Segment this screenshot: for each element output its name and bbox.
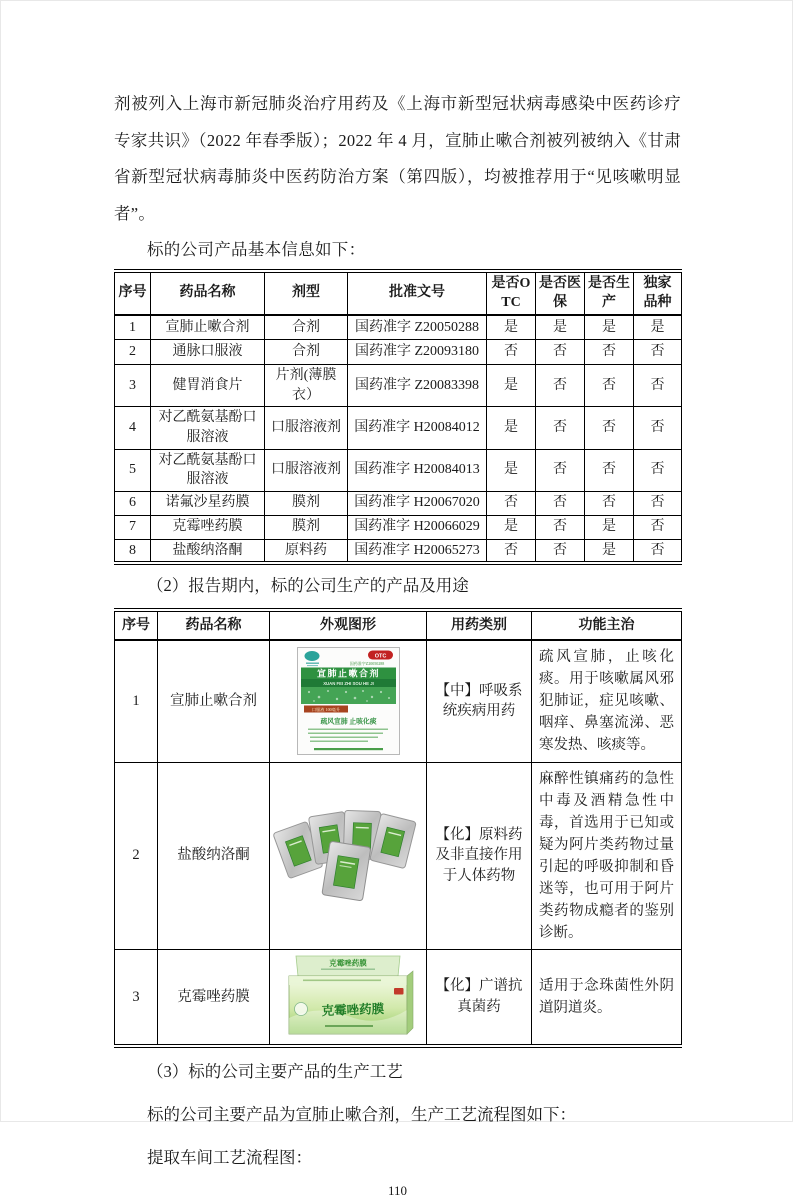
cell-approval-no: 国药准字 H20067020 <box>348 491 487 515</box>
table-row <box>115 365 682 407</box>
cell-no: 3 <box>115 949 158 1046</box>
cell-exclusive: 是 <box>634 315 682 340</box>
col-header-drug-name: 药品名称 <box>158 610 270 640</box>
cell-dosage-form: 合剂 <box>265 315 348 340</box>
cell-drug-category: 【化】原料药及非直接作用于人体药物 <box>427 762 532 949</box>
table-row <box>115 640 682 762</box>
cell-in-production: 否 <box>585 449 634 491</box>
col-header-drug-category: 用药类别 <box>427 610 532 640</box>
col-header-approval-no: 批准文号 <box>348 271 487 315</box>
cell-dosage-form: 膜剂 <box>265 491 348 515</box>
cell-medicare: 否 <box>536 407 585 449</box>
cell-otc: 是 <box>487 515 536 539</box>
paragraph-covid-listing: 剂被列入上海市新冠肺炎治疗用药及《上海市新型冠状病毒感染中医药诊疗专家共识》（2022 年春季版）；2022 年 4 月，宣肺止嗽合剂被列被纳入《甘肃省新型冠状病毒肺炎中医药防治方案（第四版），均被推荐用于“见咳嗽明显者”。 <box>114 94 681 223</box>
cell-approval-no: 国药准字 H20084012 <box>348 407 487 449</box>
col-header-otc: 是否OTC <box>487 271 536 315</box>
otc-badge-text: OTC <box>374 653 386 660</box>
product-basic-info-table <box>114 269 682 566</box>
cell-approval-no: 国药准字 H20066029 <box>348 515 487 539</box>
cell-drug-name: 宣肺止嗽合剂 <box>151 315 265 340</box>
table-row <box>115 407 682 449</box>
cell-dosage-form: 膜剂 <box>265 515 348 539</box>
cell-product-photo <box>270 762 427 949</box>
col-header-exclusive: 独家品种 <box>634 271 682 315</box>
cell-drug-name: 克霉唑药膜 <box>158 949 270 1046</box>
company-name-line <box>325 1025 373 1027</box>
cell-approval-no: 国药准字 Z20050288 <box>348 315 487 340</box>
cell-medicare: 否 <box>536 539 585 563</box>
cell-in-production: 是 <box>585 315 634 340</box>
col-header-drug-name: 药品名称 <box>151 271 265 315</box>
cell-no: 8 <box>115 539 151 563</box>
brand-logo-icon <box>304 651 319 661</box>
cell-in-production: 是 <box>585 539 634 563</box>
cell-otc: 否 <box>487 340 536 365</box>
red-badge-icon <box>394 988 404 995</box>
cell-dosage-form: 原料药 <box>265 539 348 563</box>
cell-drug-name: 诺氟沙星药膜 <box>151 491 265 515</box>
cell-medicare: 否 <box>536 340 585 365</box>
cell-no: 1 <box>115 640 158 762</box>
paragraph-extraction-workshop: 提取车间工艺流程图： <box>147 1147 312 1167</box>
cell-drug-name: 克霉唑药膜 <box>151 515 265 539</box>
cell-product-photo <box>270 949 427 1046</box>
cell-exclusive: 否 <box>634 365 682 407</box>
cell-otc: 是 <box>487 365 536 407</box>
paragraph-basic-info-intro: 标的公司产品基本信息如下： <box>147 240 366 259</box>
product-usage-table <box>114 608 682 1047</box>
cell-no: 7 <box>115 515 151 539</box>
cell-medicare: 否 <box>536 449 585 491</box>
cell-otc: 是 <box>487 315 536 340</box>
cell-dosage-form: 口服溶液剂 <box>265 407 348 449</box>
cell-drug-name: 宣肺止嗽合剂 <box>158 640 270 762</box>
cell-product-photo <box>270 640 427 762</box>
flap-subtitle-line <box>321 968 375 969</box>
cell-in-production: 否 <box>585 365 634 407</box>
cell-drug-name: 对乙酰氨基酚口服溶液 <box>151 449 265 491</box>
cell-approval-no: 国药准字 Z20083398 <box>348 365 487 407</box>
page-number: 110 <box>387 1182 408 1198</box>
col-header-no: 序号 <box>115 271 151 315</box>
cell-exclusive: 否 <box>634 539 682 563</box>
box-side <box>407 971 413 1034</box>
cell-indications: 麻醉性镇痛药的急性中毒及酒精急性中毒，首选用于已知或疑为阿片类药物过量引起的呼吸抑制和昏迷等，也可用于阿片类药物成瘾者的鉴别诊断。 <box>532 762 682 949</box>
cell-indications: 适用于念珠菌性外阴道阴道炎。 <box>532 949 682 1046</box>
box-approval-text: 国药准字Z20050288 <box>349 661 384 667</box>
table-header-row <box>115 610 682 640</box>
cell-approval-no: 国药准字 Z20093180 <box>348 340 487 365</box>
cell-no: 6 <box>115 491 151 515</box>
cell-dosage-form: 口服溶液剂 <box>265 449 348 491</box>
table-row <box>115 539 682 563</box>
cell-otc: 是 <box>487 449 536 491</box>
cell-exclusive: 否 <box>634 491 682 515</box>
cell-no: 5 <box>115 449 151 491</box>
cell-drug-category: 【化】广谱抗真菌药 <box>427 949 532 1046</box>
section-2-heading: （2）报告期内，标的公司生产的产品及用途 <box>147 576 469 596</box>
cell-indications: 疏风宣肺，止咳化痰。用于咳嗽属风邪犯肺证，症见咳嗽、咽痒、鼻塞流涕、恶寒发热、咳痰等。 <box>532 640 682 762</box>
cell-in-production: 是 <box>585 515 634 539</box>
cell-medicare: 否 <box>536 515 585 539</box>
cell-medicare: 否 <box>536 365 585 407</box>
cell-exclusive: 否 <box>634 515 682 539</box>
cell-in-production: 否 <box>585 491 634 515</box>
company-name-line <box>314 748 383 750</box>
cell-no: 4 <box>115 407 151 449</box>
cell-exclusive: 否 <box>634 407 682 449</box>
cell-otc: 是 <box>487 407 536 449</box>
paragraph-main-product: 标的公司主要产品为宣肺止嗽合剂，生产工艺流程图如下： <box>147 1104 576 1124</box>
naloxone-pouches-image <box>272 808 424 904</box>
cell-drug-name: 对乙酰氨基酚口服溶液 <box>151 407 265 449</box>
col-header-no: 序号 <box>115 610 158 640</box>
cell-drug-name: 盐酸纳洛酮 <box>151 539 265 563</box>
table-row <box>115 491 682 515</box>
cell-drug-name: 健胃消食片 <box>151 365 265 407</box>
box-slogan-text: 疏风宣肺 止咳化痰 <box>319 718 377 726</box>
col-header-in-production: 是否生产 <box>585 271 634 315</box>
cell-dosage-form: 片剂(薄膜衣） <box>265 365 348 407</box>
box-title-text: 宣肺止嗽合剂 <box>316 669 380 680</box>
cell-medicare: 否 <box>536 491 585 515</box>
cell-medicare: 是 <box>536 315 585 340</box>
cell-no: 1 <box>115 315 151 340</box>
front-title-text: 克霉唑药膜 <box>321 1001 385 1018</box>
col-header-appearance: 外观图形 <box>270 610 427 640</box>
cell-exclusive: 否 <box>634 449 682 491</box>
table-row <box>115 449 682 491</box>
table-row <box>115 762 682 949</box>
flap-title-text: 克霉唑药膜 <box>329 958 367 968</box>
table-row <box>115 949 682 1046</box>
table1-header <box>115 271 682 315</box>
cell-approval-no: 国药准字 H20084013 <box>348 449 487 491</box>
col-header-medicare: 是否医保 <box>536 271 585 315</box>
cell-approval-no: 国药准字 H20065273 <box>348 539 487 563</box>
small-logo-icon <box>295 1002 308 1015</box>
table-row <box>115 340 682 365</box>
table-row <box>115 515 682 539</box>
cell-exclusive: 否 <box>634 340 682 365</box>
cell-drug-name: 通脉口服液 <box>151 340 265 365</box>
xuanfei-box-image <box>297 647 400 755</box>
section-3-heading: （3）标的公司主要产品的生产工艺 <box>147 1061 403 1081</box>
cell-no: 2 <box>115 340 151 365</box>
table-header-row <box>115 271 682 315</box>
col-header-indications: 功能主治 <box>532 610 682 640</box>
cell-in-production: 否 <box>585 340 634 365</box>
box-pinyin-text: XUAN FEI ZHI SOU HE JI <box>322 681 374 687</box>
cell-no: 3 <box>115 365 151 407</box>
cell-otc: 否 <box>487 491 536 515</box>
cell-no: 2 <box>115 762 158 949</box>
box-spec-text: 口服液 100毫升 <box>311 707 340 713</box>
cell-otc: 否 <box>487 539 536 563</box>
cell-dosage-form: 合剂 <box>265 340 348 365</box>
pouch-icon <box>322 841 371 901</box>
table-row <box>115 315 682 340</box>
cell-drug-category: 【中】呼吸系统疾病用药 <box>427 640 532 762</box>
col-header-dosage-form: 剂型 <box>265 271 348 315</box>
cell-in-production: 否 <box>585 407 634 449</box>
cell-drug-name: 盐酸纳洛酮 <box>158 762 270 949</box>
page-content <box>114 86 681 1201</box>
table2-header <box>115 610 682 640</box>
clotrimazole-box-image <box>273 952 423 1042</box>
